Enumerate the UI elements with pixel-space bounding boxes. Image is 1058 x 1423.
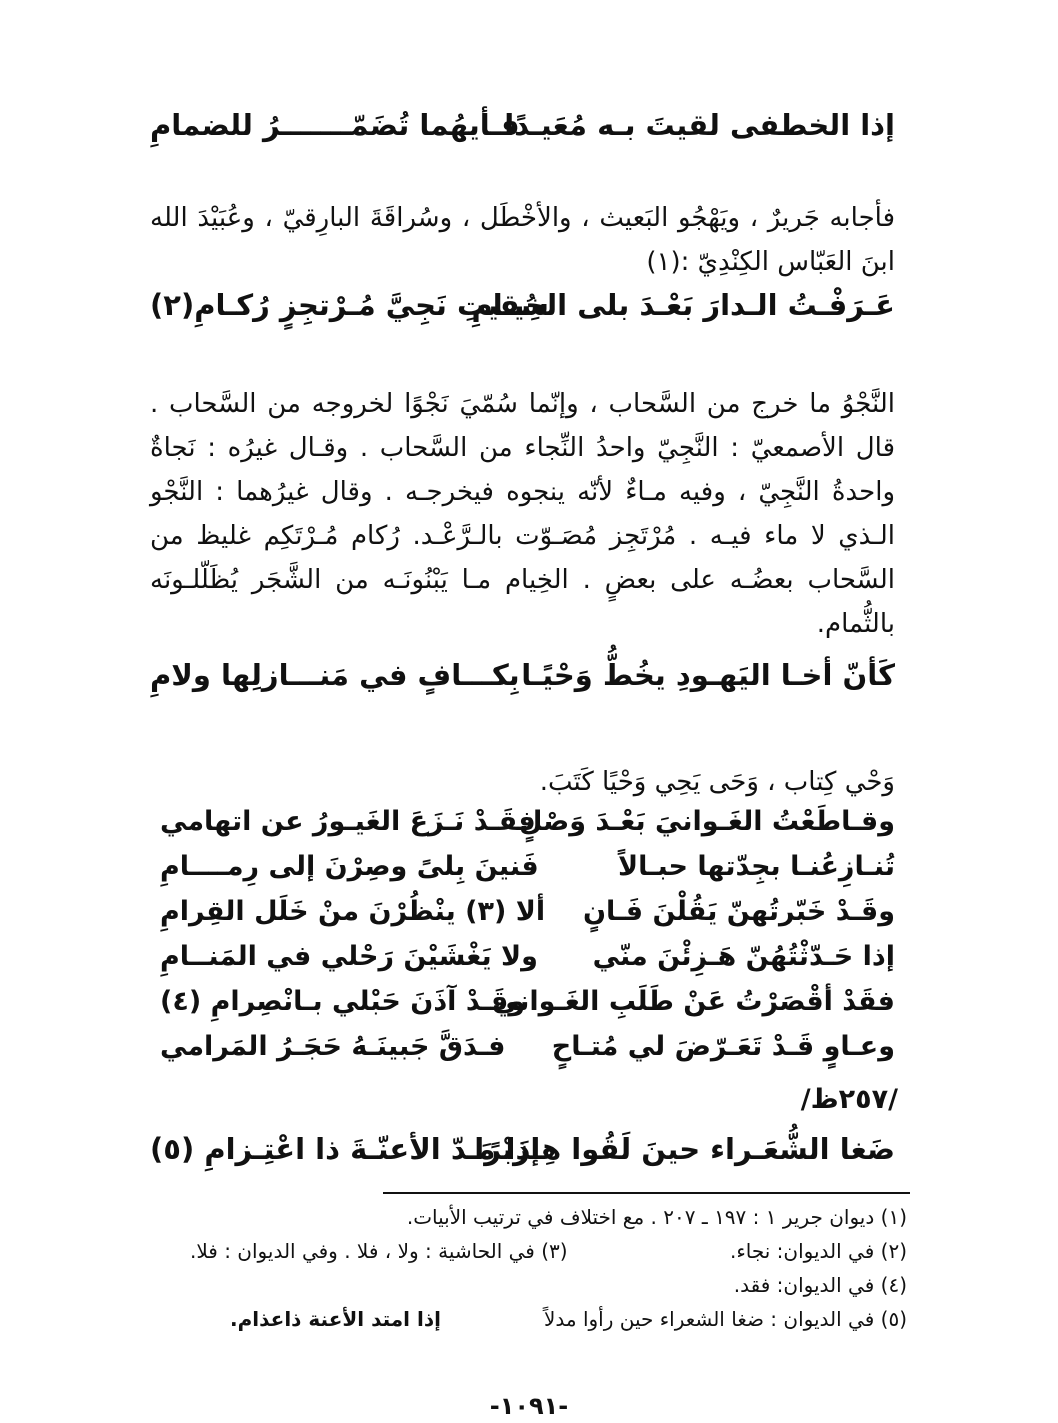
verse-hemistich-first: فقَدْ أقْصَرْتُ عَنْ طَلَبِ الغَـواني: [491, 986, 895, 1017]
footnotes: [180, 1200, 907, 1336]
poem-verse: [160, 806, 895, 851]
footnote-text: (٣) في الحاشية : ولا ، فلا . وفي الديوان : فلا.: [190, 1239, 568, 1263]
verse-hemistich-first: تُنـازِعُنـا بجِدّتها حبـالاً: [618, 851, 895, 882]
gloss-text: وَحْي كِتاب ، وَحَى يَحِي وَحْيًا كَتَبَ.: [539, 767, 895, 797]
poem-verse: [160, 1031, 895, 1076]
verse-hemistich-first: كَأنّ أخـا اليَهـودِ يخُطُّ وَحْيًـا: [521, 658, 895, 692]
verse-hemistich-second: فَنينَ بِلىً وصِرْنَ إلى رِمــــامِ: [160, 851, 539, 882]
footnote: [180, 1268, 907, 1302]
verse-hemistich-second: فقَـدْ نَـزَعَ الغَيـورُ عن اتهامي: [160, 806, 536, 837]
verse-opening: [150, 288, 895, 332]
verse-hemistich-second: فـأيهُما تُضَمّـــــــرُ للضمامِ: [150, 108, 520, 142]
verse-third: [150, 658, 895, 702]
footnote-text: إذا امتد الأعنة ذاعذام.: [230, 1307, 441, 1331]
footnote-divider: [383, 1192, 910, 1194]
footnote-text: (٥) في الديوان : ضغا الشعراء حين رأوا مدلاً: [543, 1307, 907, 1331]
gloss-paragraph: [150, 760, 895, 804]
verse-hemistich-second: ولا يَغْشَيْنَ رَحْلي في المَنــامِ: [160, 941, 538, 972]
verse-hemistich-first: عَـرَفْـتُ الـدارَ بَعْـدَ بلى الخِيـامِ: [471, 288, 895, 322]
commentary-text: النَّجْوُ ما خرج من السَّحاب ، وإنّما سُمّيَ نَجْوًا لخروجه من السَّحاب . قال الأصمعيّ : النَّجِيّ واحدُ النِّجاء من السَّحاب . وقـال غيرُه : نَجاةٌ واحدةُ النَّجِيّ ، وفيه مـاءٌ لأنّه ينجوه فيخرجـه . وقال غيرُهما : النَّجْو الـذي لا ماء فيـه . مُرْتَجِز مُصَـوّت بالـرَّعْـد. رُكام مُـرْتَكِم غليظ من السَّحاب بعضُـه على بعضٍ . الخِيام مـا يَبْنُونَـه من الشَّجَر يُظَلّلـونَه بالثُّمام.: [150, 389, 895, 639]
intro-text: فأجابه جَريرٌ ، ويَهْجُو البَعيث ، والأخْطَل ، وسُراقَةَ البارِقيّ ، وعُبَيْدَ الله ابنَ العَبّاس الكِنْدِيّ :(١): [150, 203, 895, 277]
page-number: -١٠٩١-: [489, 1392, 569, 1420]
poem-block: [160, 806, 895, 1076]
poem-verse: [160, 851, 895, 896]
footnote: [180, 1200, 907, 1234]
verse-hemistich-second: ألا (٣) ينْظُرْنَ منْ خَلَل القِرامِ: [160, 896, 546, 927]
footnote-text: (٢) في الديوان: نجاء.: [729, 1239, 907, 1263]
verse-hemistich-second: سُقيتِ نَجِيَّ مُـرْتجِزٍ رُكـامِ(٢): [150, 288, 549, 322]
poem-verse: [160, 941, 895, 986]
footnote: [180, 1234, 907, 1268]
verse-hemistich-second: إذا مَـدّ الأعنّـةَ ذا اعْتِـزامِ (٥): [150, 1132, 541, 1166]
verse-hemistich-first: وقـاطَعْتُ الغَـوانيَ بَعْـدَ وَصْلٍ: [519, 806, 895, 837]
folio-marker: /٢٥٧ظ/: [800, 1084, 898, 1115]
verse-last: [150, 1132, 895, 1176]
commentary-paragraph: [150, 382, 895, 646]
verse-hemistich-second: وقَـدْ آذَنَ حَبْلي بـانْصِرامِ (٤): [160, 986, 526, 1017]
verse-hemistich-first: إذا حَـدّثْتُهُنّ هَـزِئْنَ منّي: [592, 941, 895, 972]
intro-paragraph: [150, 196, 895, 284]
verse-hemistich-second: فـدَقَّ جَبينَـهُ حَجَـرُ المَرامي: [160, 1031, 506, 1062]
verse-hemistich-first: إذا الخطفى لقيتَ بـه مُعَيـدًا: [504, 108, 895, 142]
verse-hemistich-first: ضَغا الشُّعَـراء حينَ لَقُوا هِـزَبْرًا: [474, 1132, 895, 1166]
verse-top: [150, 108, 895, 152]
poem-verse: [160, 986, 895, 1031]
footnote: [180, 1302, 907, 1336]
verse-hemistich-second: بِكـــافٍ في مَنـــازلِها ولامِ: [150, 658, 520, 692]
footnote-text: (٤) في الديوان: فقد.: [733, 1273, 907, 1297]
verse-hemistich-first: وقَـدْ خَبّرتُهنّ يَقُلْنَ فَـانٍ: [582, 896, 895, 927]
footnote-text: (١) ديوان جرير ١ : ١٩٧ ـ ٢٠٧ . مع اختلاف في ترتيب الأبيات.: [406, 1205, 907, 1229]
poem-verse: [160, 896, 895, 941]
verse-hemistich-first: وعـاوٍ قَـدْ تَعَـرّضَ لي مُتـاحٍ: [551, 1031, 895, 1062]
